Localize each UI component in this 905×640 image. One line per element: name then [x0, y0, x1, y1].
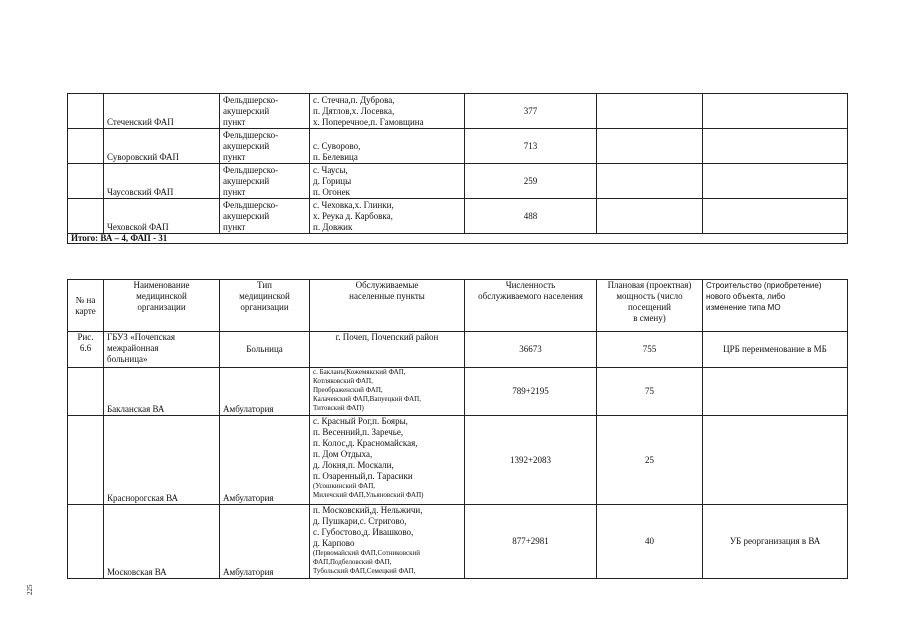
main_table.rows.3.places_small-line: Тубольский ФАП,Семецкий ФАП,: [313, 567, 416, 575]
cell-population: 789+2195: [465, 368, 597, 416]
cell-places: [310, 94, 465, 129]
top_table.rows.0.places-line: с. Стечна,п. Дуброва,: [313, 95, 395, 105]
top_table.rows.1.places-line: с. Суворово,: [313, 141, 361, 151]
top_table.rows.3.places-line: п. Довжик: [313, 222, 353, 232]
top_table.rows.2.places-line: с. Чаусы,: [313, 165, 348, 175]
total-row: [68, 234, 848, 244]
main_table.headers.construction-line: нового объекта, либо: [706, 292, 786, 301]
main_table.rows.2.places-line: п. Колос,д. Красномайская,: [313, 438, 418, 448]
main_table.headers.places-line: населенные пункты: [349, 291, 425, 301]
main_table.headers.capacity-line: Плановая (проектная): [607, 280, 692, 290]
cell-capacity: 25: [597, 416, 703, 505]
cell-name: Чаусовский ФАП: [104, 164, 220, 199]
main_table.headers.type-line: медицинской: [239, 291, 290, 301]
main_table.headers.capacity-line: посещений: [627, 302, 671, 312]
cell-name: Чеховской ФАП: [104, 199, 220, 234]
cell-name: Стеченский ФАП: [104, 94, 220, 129]
main_table.rows.2.places_small-line: Милечский ФАП,Ульяновский ФАП): [313, 491, 424, 499]
cell-capacity: [597, 164, 703, 199]
cell-num: [68, 505, 104, 579]
table-row: [68, 368, 848, 416]
main_table.rows.2.places-line: с. Красный Рог,п. Бояры,: [313, 416, 408, 426]
cell-name: [104, 368, 220, 416]
cell-type: Амбулатория: [220, 368, 310, 416]
cell-capacity: 40: [597, 505, 703, 579]
main_table.rows.0.places-line: г. Почеп, Почепский район: [335, 332, 439, 342]
table-row: [68, 416, 848, 505]
top_table.rows.3.places-line: с. Чеховка,х. Глинки,: [313, 200, 394, 210]
cell-capacity: 755: [597, 332, 703, 368]
top_table.rows.3.type-line: акушерский: [223, 211, 270, 221]
cell-name: [104, 416, 220, 505]
cell-places: [310, 416, 465, 505]
main_table.rows.2.name-line: Краснорогская ВА: [107, 493, 179, 503]
main_table.headers.name-line: Наименование: [133, 280, 190, 290]
table-row: [68, 94, 848, 129]
top_table.rows.1.places-line: п. Белевица: [313, 152, 358, 162]
cell-name: [104, 332, 220, 368]
cell-places: [310, 368, 465, 416]
top_table.rows.1.type-line: акушерский: [223, 141, 270, 151]
table-row: [68, 505, 848, 579]
cell-population: 377: [465, 94, 597, 129]
cell-population: 713: [465, 129, 597, 164]
main_table.headers.places-line: Обслуживаемые: [355, 280, 419, 290]
main_table.rows.3.places-line: п. Московский,д. Нельжичи,: [313, 505, 423, 515]
cell-type: Больница: [220, 332, 310, 368]
main_table.rows.3.places-line: д. Карпово: [313, 538, 355, 548]
cell-construction: [703, 199, 848, 234]
table-row: [68, 332, 848, 368]
header-capacity: [597, 280, 703, 332]
main_table.rows.1.places_small-line: Титовский ФАП): [313, 404, 364, 412]
main_table.rows.2.places-line: п. Озаренный,п. Тарасики: [313, 471, 413, 481]
header-construction: [703, 280, 848, 332]
main_table.rows.0.name-line: ГБУЗ «Почепская: [107, 332, 176, 342]
cell-num: [68, 129, 104, 164]
top_table.rows.0.type-line: Фельдшерско-: [223, 95, 279, 105]
main_table.rows.2.places-line: п. Весенний,п. Заречье,: [313, 427, 404, 437]
cell-capacity: [597, 94, 703, 129]
cell-name: Суворовский ФАП: [104, 129, 220, 164]
cell-name: [104, 505, 220, 579]
cell-num: [68, 416, 104, 505]
top_table.rows.0.places-line: п. Дятлов,х. Лосевка,: [313, 106, 395, 116]
main_table.headers.construction-line: Строительство (приобретение): [706, 281, 822, 290]
cell-type: [220, 164, 310, 199]
main_table.headers.type-line: Тип: [257, 280, 272, 290]
cell-construction: [703, 129, 848, 164]
total-label: Итого: ВА – 4, ФАП - 31: [68, 234, 848, 244]
top_table.rows.0.places-line: х. Поперечное,п. Гамовщина: [313, 117, 424, 127]
main_table.headers.type-line: организации: [240, 302, 289, 312]
cell-type: Амбулатория: [220, 416, 310, 505]
cell-num: [68, 199, 104, 234]
main_table.rows.1.places_small-line: Котляковский ФАП,: [313, 377, 373, 385]
cell-places: [310, 129, 465, 164]
main_table.rows.1.places_small-line: с. Бакланъ(Кожемякский ФАП,: [313, 368, 406, 376]
table-row: [68, 129, 848, 164]
main_table.rows.0.name-line: больница»: [107, 354, 148, 364]
main_table.rows.3.places-line: с. Губостово,д. Ивашково,: [313, 527, 414, 537]
top_table.rows.1.type-line: Фельдшерско-: [223, 130, 279, 140]
top_table.rows.2.places-line: д. Горицы: [313, 176, 352, 186]
main_table.rows.0.name-line: межрайонная: [107, 343, 159, 353]
top_table.rows.2.type-line: пункт: [223, 187, 246, 197]
main_table.headers.capacity-line: в смену): [633, 313, 666, 323]
table-header-row: [68, 280, 848, 332]
main_table.headers.num-line: карте: [75, 305, 96, 316]
main_table.headers.population-line: Численность: [505, 280, 556, 290]
page-number: 225: [26, 584, 34, 595]
cell-construction: [703, 94, 848, 129]
main_table.rows.1.name-line: Бакланская ВА: [107, 404, 165, 414]
top_table.rows.2.places-line: п. Огонек: [313, 187, 350, 197]
top_table.rows.3.type-line: пункт: [223, 222, 246, 232]
cell-places: [310, 505, 465, 579]
top_table.rows.0.type-line: акушерский: [223, 106, 270, 116]
cell-construction: [703, 368, 848, 416]
main_table.headers.num-line: № на: [75, 294, 96, 305]
medical-organizations-table: [67, 279, 848, 579]
cell-population: 1392+2083: [465, 416, 597, 505]
main_table.rows.1.places_small-line: Калачевский ФАП,Вапуецкий ФАП,: [313, 395, 421, 403]
cell-construction: [703, 416, 848, 505]
main_table.headers.name-line: медицинской: [136, 291, 187, 301]
header-type: [220, 280, 310, 332]
cell-num: [68, 94, 104, 129]
top_table.rows.1.type-line: пункт: [223, 152, 246, 162]
cell-construction: УБ реорганизация в ВА: [703, 505, 848, 579]
cell-population: 259: [465, 164, 597, 199]
cell-num: [68, 332, 104, 368]
main_table.rows.1.places_small-line: Преображенский ФАП,: [313, 386, 383, 394]
cell-type: [220, 129, 310, 164]
table-row: [68, 199, 848, 234]
cell-construction: ЦРБ переименование в МБ: [703, 332, 848, 368]
main_table.rows.2.places_small-line: (Усошкинский ФАП,: [313, 482, 376, 490]
main_table.rows.0.num-line: 6.6: [79, 343, 92, 353]
facility-table-continuation: [67, 93, 848, 244]
cell-num: [68, 164, 104, 199]
cell-places: [310, 164, 465, 199]
cell-type: [220, 94, 310, 129]
cell-capacity: [597, 199, 703, 234]
main_table.rows.3.places_small-line: (Первомайский ФАП,Сотниковский: [313, 549, 420, 557]
cell-population: 36673: [465, 332, 597, 368]
cell-type: [220, 199, 310, 234]
cell-places: [310, 199, 465, 234]
main_table.rows.3.places_small-line: ФАП,Подбеловский ФАП,: [313, 558, 392, 566]
cell-num: [68, 368, 104, 416]
header-num: [68, 280, 104, 332]
table-row: [68, 164, 848, 199]
header-population: [465, 280, 597, 332]
cell-population: 877+2981: [465, 505, 597, 579]
cell-construction: [703, 164, 848, 199]
cell-population: 488: [465, 199, 597, 234]
top_table.rows.2.type-line: акушерский: [223, 176, 270, 186]
cell-capacity: 75: [597, 368, 703, 416]
main_table.headers.population-line: обслуживаемого населения: [478, 291, 583, 301]
main_table.headers.capacity-line: мощность (число: [616, 291, 683, 301]
main_table.rows.3.name-line: Московская ВА: [107, 567, 167, 577]
main_table.headers.construction-line: изменение типа МО: [706, 303, 781, 312]
main_table.headers.name-line: организации: [137, 302, 186, 312]
cell-capacity: [597, 129, 703, 164]
cell-places: [310, 332, 465, 368]
header-name: [104, 280, 220, 332]
top_table.rows.3.type-line: Фельдшерско-: [223, 200, 279, 210]
main_table.rows.0.num-line: Рис.: [77, 332, 94, 342]
top_table.rows.0.type-line: пункт: [223, 117, 246, 127]
top_table.rows.2.type-line: Фельдшерско-: [223, 165, 279, 175]
top_table.rows.3.places-line: х. Реука д. Карбовка,: [313, 211, 393, 221]
header-places: [310, 280, 465, 332]
cell-type: Амбулатория: [220, 505, 310, 579]
main_table.rows.3.places-line: д. Пушкари,с. Стригово,: [313, 516, 407, 526]
main_table.rows.2.places-line: д. Локня,п. Москали,: [313, 460, 394, 470]
main_table.rows.2.places-line: п. Дом Отдыха,: [313, 449, 373, 459]
